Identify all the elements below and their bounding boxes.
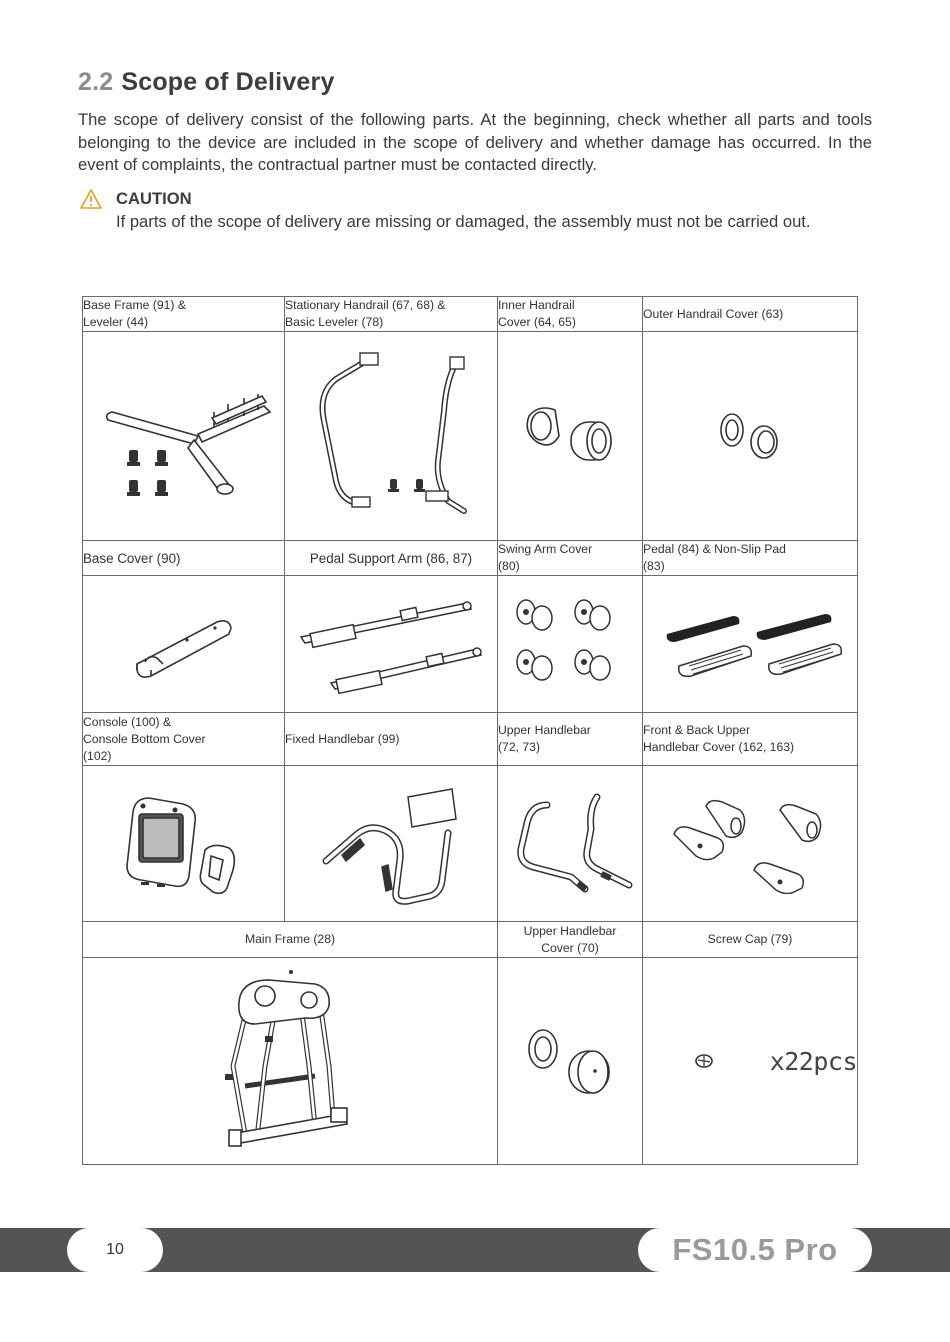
part-illustration [643,576,858,713]
part-label: Pedal Support Arm (86, 87) [285,541,498,576]
label-row [83,297,858,332]
part-label: Console (100) & Console Bottom Cover (102) [83,713,285,766]
image-row [83,332,858,541]
part-label: Front & Back Upper Handlebar Cover (162, 163) [643,713,858,766]
part-illustration [83,332,285,541]
fixed-handlebar-icon [316,779,466,909]
screw-cap-count: x22pcs [769,1046,857,1076]
upper-handlebar-cover-icon [515,1021,625,1101]
swing-arm-cover-icon [510,594,630,694]
part-label: Main Frame (28) [83,922,498,958]
part-label: Base Cover (90) [83,541,285,576]
image-row [83,766,858,922]
part-label: Outer Handrail Cover (63) [643,297,858,332]
part-illustration [83,576,285,713]
part-illustration [498,576,643,713]
console-icon [119,784,249,904]
model-badge [638,1228,872,1272]
base-cover-icon [129,604,239,684]
screw-cap-quantity [643,1047,857,1076]
label-row [83,922,858,958]
section-number: 2.2 [78,68,114,96]
parts-table [82,296,858,1165]
part-illustration [83,766,285,922]
section-heading [78,68,335,97]
main-frame-icon [205,966,375,1156]
part-illustration [498,958,643,1165]
caution-text: If parts of the scope of delivery are missing or damaged, the assembly must not be carried out. [116,212,811,231]
part-label: Upper Handlebar (72, 73) [498,713,643,766]
part-illustration [285,332,498,541]
page-number-badge [67,1228,163,1272]
label-row [83,713,858,766]
pedal-icon [655,594,845,694]
warning-triangle-icon [80,189,102,209]
page-number: 10 [106,1241,124,1258]
part-label: Inner Handrail Cover (64, 65) [498,297,643,332]
part-illustration [643,958,858,1165]
part-label: Upper Handlebar Cover (70) [498,922,643,958]
part-illustration [643,766,858,922]
handlebar-cover-icon [670,794,830,894]
part-label: Pedal (84) & Non-Slip Pad (83) [643,541,858,576]
image-row [83,958,858,1165]
part-illustration [498,766,643,922]
part-illustration [498,332,643,541]
part-illustration [83,958,498,1165]
part-label: Fixed Handlebar (99) [285,713,498,766]
pedal-support-arm-icon [291,589,491,699]
label-row [83,541,858,576]
part-label: Stationary Handrail (67, 68) & Basic Leveler (78) [285,297,498,332]
part-illustration [643,332,858,541]
caution-title: CAUTION [116,189,192,208]
image-row [83,576,858,713]
model-name: FS10.5 Pro [672,1232,838,1267]
part-illustration [285,766,498,922]
intro-paragraph: The scope of delivery consist of the following parts. At the beginning, check whether all parts and tools belonging to the device are included in the scope of delivery and whether damage has occurred. In the event of complaints, the contractual partner must be contacted directly. [78,110,872,174]
upper-handlebar-icon [505,789,635,899]
stationary-handrail-icon [296,341,486,531]
base-frame-icon [94,346,274,526]
part-label: Swing Arm Cover (80) [498,541,643,576]
part-label: Screw Cap (79) [643,922,858,958]
part-illustration [285,576,498,713]
section-title: Scope of Delivery [121,68,335,96]
outer-handrail-cover-icon [710,406,790,466]
inner-handrail-cover-icon [515,396,625,476]
part-label: Base Frame (91) & Leveler (44) [83,297,285,332]
screw-cap-icon [694,1053,714,1069]
